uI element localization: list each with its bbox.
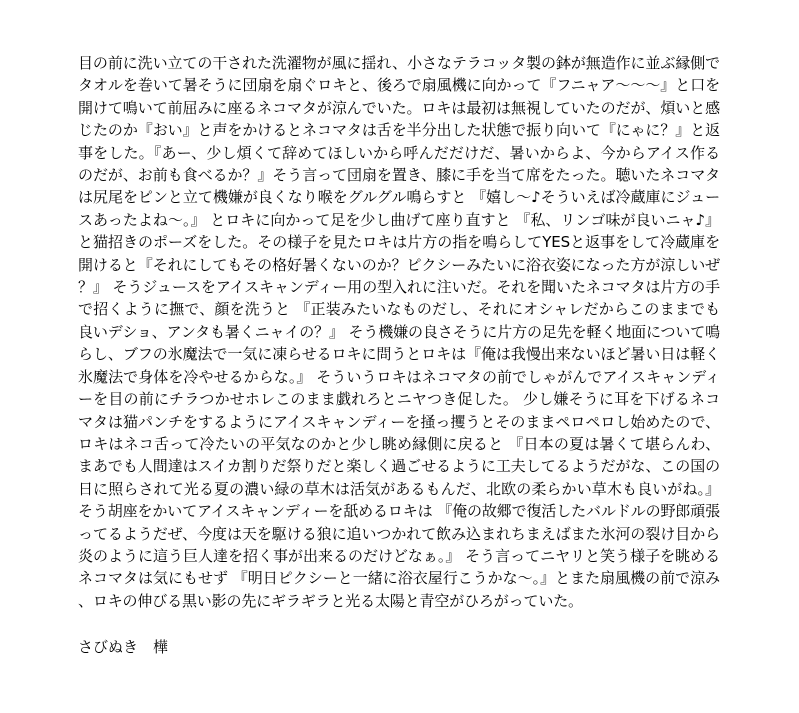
document-page (78, 52, 720, 658)
author-signature: さびぬき 樺 (78, 638, 169, 657)
story-paragraph: 目の前に洗い立ての干された洗濯物が風に揺れ、小さなテラコッタ製の鉢が無造作に並ぶ縁側でタオルを巻いて暑そうに団扇を扇ぐロキと、後ろで扇風機に向かって『フニャア～～～』と口を開けて鳴いて前屈みに座るネコマタが涼んでいた。ロキは最初は無視していたのだが、煩いと感じたのか『おい』と声をかけるとネコマタは舌を半分出した状態で振り向いて『にゃに？』と返事をした。『あー、少し煩くて辞めてほしいから呼んだだけだ、暑いからよ、今からアイス作るのだが、お前も食べるか？』そう言って団扇を置き、膝に手を当て席をたった。聴いたネコマタは尻尾をピンと立て機嫌が良くなり喉をグルグル鳴らすと 『嬉し～♪そういえば冷蔵庫にジュースあったよね～。』 とロキに向かって足を少し曲げて座り直すと 『私、リンゴ味が良いニャ♪』 と猫招きのポーズをした。その様子を見たロキは片方の指を鳴らしてYESと返事をして冷蔵庫を開けると『それにしてもその格好暑くないのか？ピクシーみたいに浴衣姿になった方が涼しいぜ？』 そうジュースをアイスキャンディー用の型入れに注いだ。それを聞いたネコマタは片方の手で招くように撫で、顔を洗うと 『正装みたいなものだし、それにオシャレだからこのままでも良いデショ、アンタも暑くニャイの？』 そう機嫌の良さそうに片方の足先を軽く地面について鳴らし、ブフの氷魔法で一気に凍らせるロキに問うとロキは『俺は我慢出来ないほど暑い日は軽く氷魔法で身体を冷やせるからな。』 そういうロキはネコマタの前でしゃがんでアイスキャンディーを目の前にチラつかせホレこのまま戯れろとニヤつき促した。 少し嫌そうに耳を下げるネコマタは猫パンチをするようにアイスキャンディーを掻っ攫うとそのままペロペロし始めたので、ロキはネコ舌って冷たいの平気なのかと少し眺め縁側に戻ると 『日本の夏は暑くて堪らんわ、まあでも人間達はスイカ割りだ祭りだと楽しく過ごせるように工夫してるようだがな、この国の日に照らされて光る夏の濃い緑の草木は活気があるもんだ、北欧の柔らかい草木も良いがね。』 そう胡座をかいてアイスキャンディーを舐めるロキは 『俺の故郷で復活したバルドルの野郎頑張ってるようだぜ、今度は天を駆ける狼に追いつかれて飲み込まれちまえばまた氷河の裂け目から炎のように這う巨人達を招く事が出来るのだけどなぁ。』 そう言ってニヤリと笑う様子を眺めるネコマタは気にもせず 『明日ピクシーと一緒に浴衣屋行こうかな～。』とまた扇風機の前で涼み、ロキの伸びる黒い影の先にギラギラと光る太陽と青空がひろがっていた。 (78, 54, 720, 610)
